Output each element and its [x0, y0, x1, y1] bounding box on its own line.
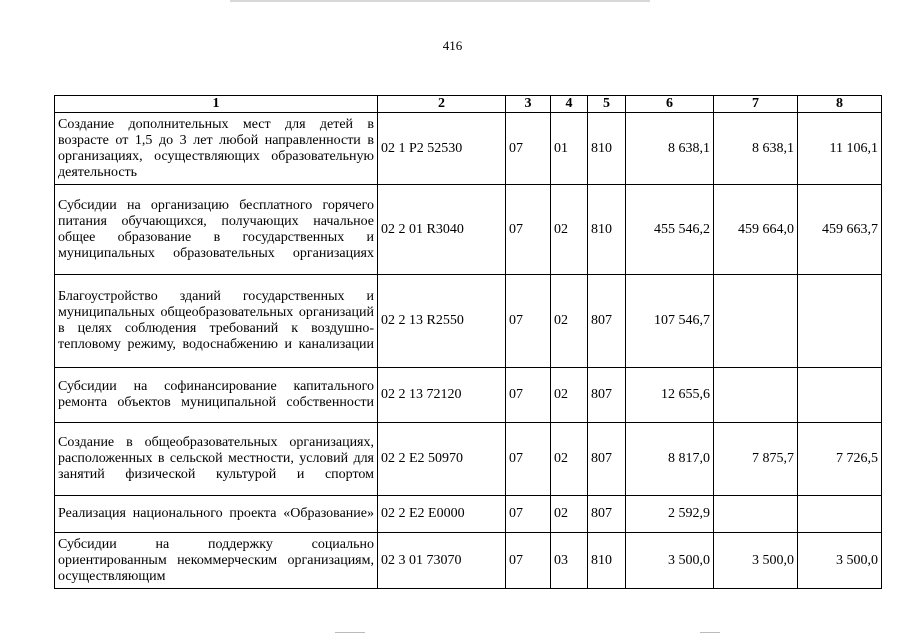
- header-col-2: 2: [378, 96, 506, 113]
- row-subsection: 02: [551, 496, 588, 533]
- table-row: [55, 496, 882, 533]
- row-name: Субсидии на поддержку социально ориентированным некоммерческим организациям, осуществляющим: [55, 533, 378, 589]
- row-name: Реализация национального проекта «Образование»: [55, 496, 378, 533]
- row-value-8: 11 106,1: [798, 113, 882, 185]
- row-subsection: 02: [551, 423, 588, 496]
- header-col-8: 8: [798, 96, 882, 113]
- row-code: 02 2 E2 50970: [378, 423, 506, 496]
- row-subsection: 02: [551, 275, 588, 368]
- header-col-5: 5: [588, 96, 626, 113]
- row-value-7: [714, 368, 798, 423]
- row-value-7: [714, 275, 798, 368]
- row-value-8: 3 500,0: [798, 533, 882, 589]
- table-row: [55, 368, 882, 423]
- table-row: [55, 533, 882, 589]
- row-code: 02 1 P2 52530: [378, 113, 506, 185]
- row-name: Субсидии на софинансирование капитального ремонта объектов муниципальной собственности: [55, 368, 378, 423]
- row-value-7: 7 875,7: [714, 423, 798, 496]
- budget-table: [54, 95, 882, 589]
- row-subsection: 02: [551, 368, 588, 423]
- header-col-1: 1: [55, 96, 378, 113]
- row-value-6: 8 817,0: [626, 423, 714, 496]
- row-expense-type: 807: [588, 423, 626, 496]
- table-row: [55, 423, 882, 496]
- row-code: 02 2 13 R2550: [378, 275, 506, 368]
- table-row: [55, 275, 882, 368]
- row-value-6: 3 500,0: [626, 533, 714, 589]
- row-value-6: 455 546,2: [626, 185, 714, 275]
- row-value-8: [798, 368, 882, 423]
- row-expense-type: 807: [588, 496, 626, 533]
- row-code: 02 3 01 73070: [378, 533, 506, 589]
- row-subsection: 01: [551, 113, 588, 185]
- row-value-6: 12 655,6: [626, 368, 714, 423]
- row-value-7: 3 500,0: [714, 533, 798, 589]
- row-name: Создание в общеобразовательных организациях, расположенных в сельской местности, условий для занятий физической культурой и спортом: [55, 423, 378, 496]
- scan-artifact: [700, 632, 720, 633]
- row-value-8: [798, 275, 882, 368]
- row-name: Создание дополнительных мест для детей в возрасте от 1,5 до 3 лет любой направленности в организациях, осуществляющих образовательную деятельность: [55, 113, 378, 185]
- row-value-8: [798, 496, 882, 533]
- row-section: 07: [506, 368, 551, 423]
- header-col-6: 6: [626, 96, 714, 113]
- row-subsection: 03: [551, 533, 588, 589]
- row-code: 02 2 01 R3040: [378, 185, 506, 275]
- row-section: 07: [506, 423, 551, 496]
- row-section: 07: [506, 275, 551, 368]
- header-col-3: 3: [506, 96, 551, 113]
- row-expense-type: 810: [588, 185, 626, 275]
- row-value-8: 7 726,5: [798, 423, 882, 496]
- row-name: Субсидии на организацию бесплатного горячего питания обучающихся, получающих начальное общее образование в государственных и муниципальных образовательных организациях: [55, 185, 378, 275]
- row-value-6: 8 638,1: [626, 113, 714, 185]
- page-number: 416: [442, 38, 463, 53]
- row-expense-type: 810: [588, 533, 626, 589]
- row-expense-type: 810: [588, 113, 626, 185]
- table-row: [55, 185, 882, 275]
- header-col-4: 4: [551, 96, 588, 113]
- row-expense-type: 807: [588, 368, 626, 423]
- row-name: Благоустройство зданий государственных и муниципальных общеобразовательных организаций в целях соблюдения требований к воздушно-тепловому режиму, водоснабжению и канализации: [55, 275, 378, 368]
- top-scan-line: [230, 0, 650, 2]
- row-code: 02 2 E2 E0000: [378, 496, 506, 533]
- row-code: 02 2 13 72120: [378, 368, 506, 423]
- scan-artifact: [335, 632, 365, 633]
- row-expense-type: 807: [588, 275, 626, 368]
- table-row: [55, 113, 882, 185]
- header-col-7: 7: [714, 96, 798, 113]
- row-section: 07: [506, 185, 551, 275]
- row-value-8: 459 663,7: [798, 185, 882, 275]
- row-section: 07: [506, 113, 551, 185]
- row-section: 07: [506, 533, 551, 589]
- row-value-6: 2 592,9: [626, 496, 714, 533]
- row-subsection: 02: [551, 185, 588, 275]
- row-value-7: 8 638,1: [714, 113, 798, 185]
- row-section: 07: [506, 496, 551, 533]
- row-value-6: 107 546,7: [626, 275, 714, 368]
- row-value-7: 459 664,0: [714, 185, 798, 275]
- row-value-7: [714, 496, 798, 533]
- header-row: [55, 96, 882, 113]
